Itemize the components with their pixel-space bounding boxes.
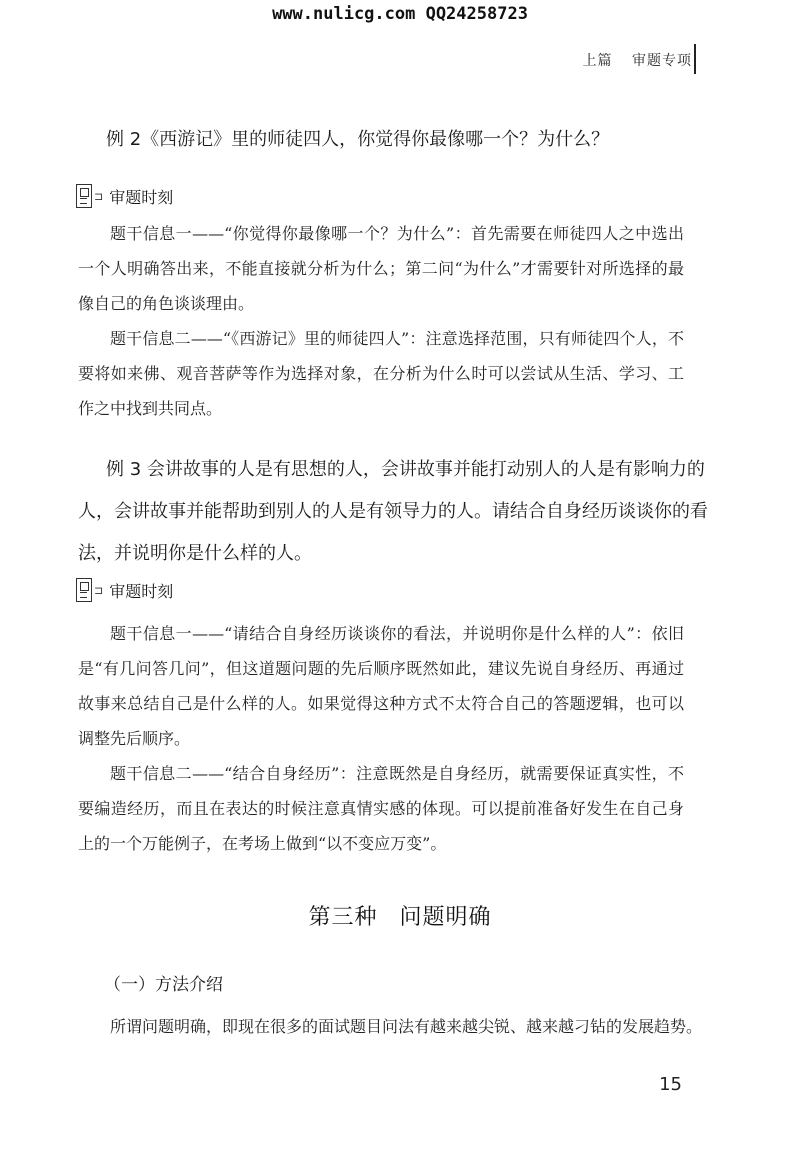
example-3-paragraph-1: 题干信息一——“请结合自身经历谈谈你的看法，并说明你是什么样的人”：依旧是“有几问答几问”，但这道题问题的先后顺序既然如此，建议先说自身经历、再通过故事来总结自己是什么样的人。如果觉得这种方式不太符合自己的答题逻辑，也可以调整先后顺序。 — [78, 624, 684, 748]
example-2-text: 例 2《西游记》里的师徒四人，你觉得你最像哪一个？为什么？ — [106, 129, 610, 150]
chapter-number: 第三种 — [308, 905, 378, 930]
example-3-label-text: 审题时刻 — [109, 581, 174, 601]
example-2-question — [78, 119, 708, 161]
running-head-rule — [694, 44, 696, 74]
intro-text: 所谓问题明确，即现在很多的面试题目问法有越来越尖锐、越来越刁钻的发展趋势。 — [110, 1017, 703, 1036]
example-2-paragraph-2: 题干信息二——“《西游记》里的师徒四人”：注意选择范围，只有师徒四个人，不要将如来佛、观音菩萨等作为选择对象，在分析为什么时可以尝试从生活、学习、工作之中找到共同点。 — [78, 329, 684, 418]
pen-note-icon — [76, 184, 92, 208]
example-3-paragraph-2: 题干信息二——“结合自身经历”：注意既然是自身经历，就需要保证真实性，不要编造经历，而且在表达的时候注意真情实感的体现。可以提前准备好发生在自己身上的一个万能例子，在考场上做到“以不变应万变”。 — [78, 764, 684, 853]
example-2-analysis — [78, 216, 684, 426]
example-3-label — [76, 577, 173, 603]
example-3-text: 例 3 会讲故事的人是有思想的人，会讲故事并能打动别人的人是有影响力的人，会讲故事并能帮助到别人的人是有领导力的人。请结合自身经历谈谈你的看法，并说明你是什么样的人。 — [78, 459, 708, 564]
example-2-label — [76, 183, 173, 209]
chapter-name: 问题明确 — [399, 905, 492, 930]
tag-mark: ⊐ — [94, 583, 104, 597]
running-head-part: 上篇 — [582, 53, 613, 69]
example-3-analysis — [78, 616, 684, 861]
tag-mark: ⊐ — [94, 189, 104, 203]
example-3-question — [78, 449, 708, 575]
page-number: 15 — [659, 1074, 682, 1095]
example-2-label-text: 审题时刻 — [109, 187, 174, 207]
example-2-paragraph-1: 题干信息一——“你觉得你最像哪一个？为什么”：首先需要在师徒四人之中选出一个人明确答出来，不能直接就分析为什么；第二问“为什么”才需要针对所选择的最像自己的角色谈谈理由。 — [78, 224, 684, 313]
watermark-text: www.nulicg.com QQ24258723 — [272, 4, 528, 24]
running-head-section: 审题专项 — [632, 53, 692, 69]
chapter-title — [0, 900, 800, 931]
running-head — [569, 50, 692, 70]
pen-note-icon — [76, 578, 92, 602]
subsection-heading: （一）方法介绍 — [104, 975, 223, 995]
